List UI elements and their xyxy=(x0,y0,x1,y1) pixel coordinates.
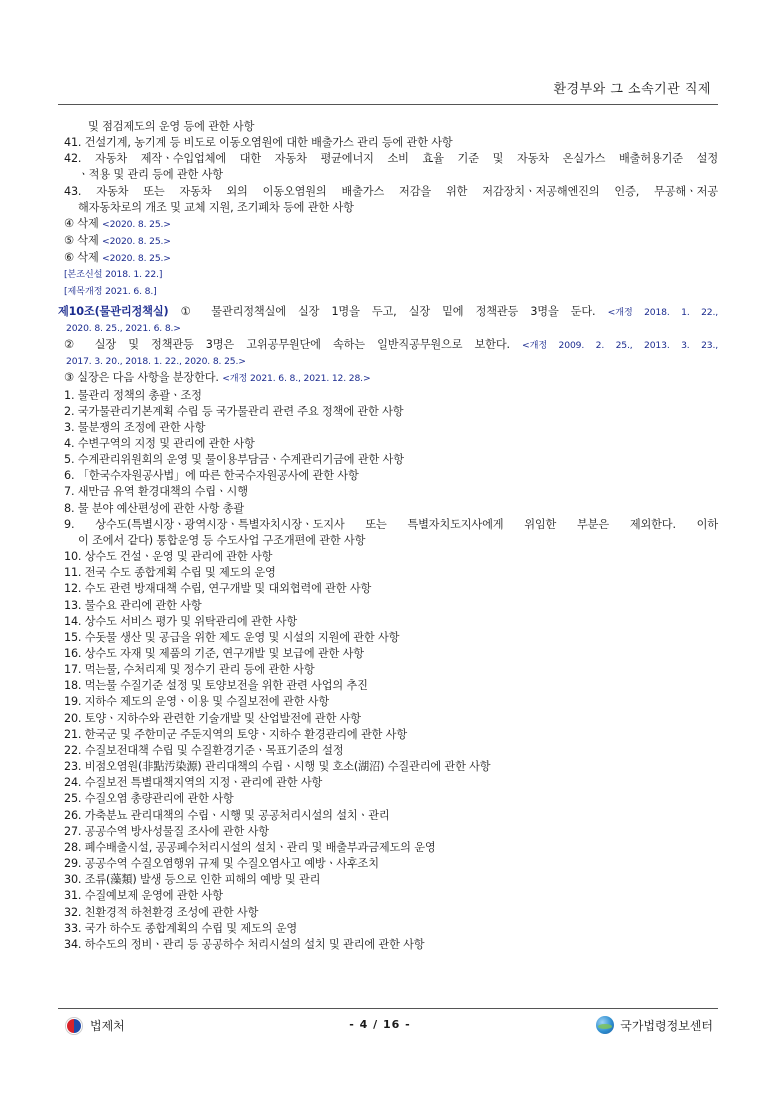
deleted-item xyxy=(64,233,718,250)
list-item: 22. 수질보전대책 수립 및 수질환경기준ㆍ목표기준의 설정 xyxy=(64,743,344,757)
list-item: 1. 물관리 정책의 총괄ㆍ조정 xyxy=(64,388,202,402)
list-item: 3. 물분쟁의 조정에 관한 사항 xyxy=(64,420,206,434)
list-item: 33. 국가 하수도 종합계획의 수립 및 제도의 운영 xyxy=(64,921,298,935)
deleted-item xyxy=(64,250,718,267)
paragraph-text: ② 실장 및 정책관등 3명은 고위공무원단에 속하는 일반직공무원으로 보한다. xyxy=(64,338,510,352)
amendment-note: <2020. 8. 25.> xyxy=(102,218,171,230)
paragraph-text: ③ 실장은 다음 사항을 분장한다. xyxy=(64,371,219,385)
text-line: 41. 건설기계, 농기계 등 비도로 이동오염원에 대한 배출가스 관리 등에 관한 사항 xyxy=(64,136,453,150)
list-item: 31. 수질예보제 운영에 관한 사항 xyxy=(64,889,223,903)
amendment-note: 2017. 3. 20., 2018. 1. 22., 2020. 8. 25.> xyxy=(66,356,246,368)
paragraph-text: ① 물관리정책실에 실장 1명을 두고, 실장 밑에 정책관등 3명을 둔다. xyxy=(180,304,596,318)
list-item: 21. 한국군 및 주한미군 주둔지역의 토양ㆍ지하수 환경관리에 관한 사항 xyxy=(64,727,407,741)
list-item: 26. 가축분뇨 관리대책의 수립ㆍ시행 및 공공처리시설의 설치ㆍ관리 xyxy=(64,808,390,822)
article-10-paragraph-1 xyxy=(58,304,718,321)
list-item: 34. 하수도의 정비ㆍ관리 등 공공하수 처리시설의 설치 및 관리에 관한 사항 xyxy=(64,937,425,951)
list-item: 15. 수돗물 생산 및 공급을 위한 제도 운영 및 시설의 지원에 관한 사항 xyxy=(64,630,400,644)
government-emblem-icon xyxy=(66,1018,82,1034)
list-item: 27. 공공수역 방사성물질 조사에 관한 사항 xyxy=(64,824,269,838)
list-item: 4. 수변구역의 지정 및 관리에 관한 사항 xyxy=(64,436,255,450)
deleted-label: ④ 삭제 xyxy=(64,216,99,230)
document-body xyxy=(58,119,719,953)
list-item: 13. 물수요 관리에 관한 사항 xyxy=(64,598,202,612)
amendment-note: <2020. 8. 25.> xyxy=(102,253,171,265)
list-item: 17. 먹는물, 수처리제 및 정수기 관리 등에 관한 사항 xyxy=(64,663,315,677)
footer-center-label: 국가법령정보센터 xyxy=(620,1018,713,1033)
text-line: 해자동차로의 개조 및 교체 지원, 조기폐차 등에 관한 사항 xyxy=(78,200,354,214)
list-item: 28. 폐수배출시설, 공공폐수처리시설의 설치ㆍ관리 및 배출부과금제도의 운영 xyxy=(64,840,436,854)
establishment-note: [본조신설 2018. 1. 22.] xyxy=(64,269,163,281)
list-item: 23. 비점오염원(非點汚染源) 관리대책의 수립ㆍ시행 및 호소(湖沼) 수질관리에 관한 사항 xyxy=(64,760,491,774)
article-heading: 제10조(물관리정책실) xyxy=(58,304,169,318)
footer-ministry-label: 법제처 xyxy=(90,1019,125,1033)
text-line: 42. 자동차 제작ㆍ수입업체에 대한 자동차 평균에너지 소비 효율 기준 및 자동차 온실가스 배출허용기준 설정 xyxy=(64,152,718,166)
list-item: 7. 새만금 유역 환경대책의 수립ㆍ시행 xyxy=(64,485,248,499)
list-item: 16. 상수도 자재 및 제품의 기준, 연구개발 및 보급에 관한 사항 xyxy=(64,647,364,660)
list-item: 18. 먹는물 수질기준 설정 및 토양보전을 위한 관련 사업의 추진 xyxy=(64,679,368,693)
deleted-label: ⑥ 삭제 xyxy=(64,251,99,265)
text-line: ㆍ적용 및 관리 등에 관한 사항 xyxy=(78,168,223,182)
list-item: 10. 상수도 건설ㆍ운영 및 관리에 관한 사항 xyxy=(64,550,273,564)
list-item: 32. 친환경적 하천환경 조성에 관한 사항 xyxy=(64,905,259,919)
amendment-note: <개정 2009. 2. 25., 2013. 3. 23., xyxy=(522,340,719,352)
footer-right xyxy=(596,1016,713,1034)
footer-divider xyxy=(58,1008,718,1009)
deleted-item xyxy=(64,216,718,233)
amendment-note: <개정 2018. 1. 22., xyxy=(607,306,719,318)
footer-left xyxy=(66,1017,125,1034)
list-item: 2. 국가물관리기본계획 수립 등 국가물관리 관련 주요 정책에 관한 사항 xyxy=(64,404,404,418)
list-item: 14. 상수도 서비스 평가 및 위탁관리에 관한 사항 xyxy=(64,614,298,628)
list-item: 24. 수질보전 특별대책지역의 지정ㆍ관리에 관한 사항 xyxy=(64,776,323,790)
list-item-continuation: 이 조에서 같다) 통합운영 등 수도사업 구조개편에 관한 사항 xyxy=(78,533,366,547)
text-line: 43. 자동차 또는 자동차 외의 이동오염원의 배출가스 저감을 위한 저감장치ㆍ저공해엔진의 인증, 무공해ㆍ저공 xyxy=(64,184,718,198)
amendment-note: <개정 2021. 6. 8., 2021. 12. 28.> xyxy=(222,373,371,385)
paragraph-3 xyxy=(64,370,718,387)
page-number: - 4 / 16 - xyxy=(349,1018,411,1031)
paragraph-2 xyxy=(64,337,718,354)
list-item: 12. 수도 관련 방재대책 수립, 연구개발 및 대외협력에 관한 사항 xyxy=(64,582,372,596)
list-item: 5. 수계관리위원회의 운영 및 물이용부담금ㆍ수계관리기금에 관한 사항 xyxy=(64,453,404,467)
law-center-logo-icon xyxy=(596,1016,614,1034)
list-item: 30. 조류(藻類) 발생 등으로 인한 피해의 예방 및 관리 xyxy=(64,873,321,887)
deleted-label: ⑤ 삭제 xyxy=(64,234,99,248)
header-divider xyxy=(58,104,718,105)
list-item: 9. 상수도(특별시장ㆍ광역시장ㆍ특별자치시장ㆍ도지사 또는 특별자치도지사에게 위임한 부분은 제외한다. 이하 xyxy=(64,517,718,531)
list-item: 29. 공공수역 수질오염행위 규제 및 수질오염사고 예방ㆍ사후조치 xyxy=(64,857,379,871)
list-item: 20. 토양ㆍ지하수와 관련한 기술개발 및 산업발전에 관한 사항 xyxy=(64,711,361,725)
list-item: 6. 「한국수자원공사법」에 따른 한국수자원공사에 관한 사항 xyxy=(64,469,359,483)
list-item: 11. 전국 수도 종합계획 수립 및 제도의 운영 xyxy=(64,566,276,580)
page-header-title: 환경부와 그 소속기관 직제 xyxy=(553,82,711,97)
list-item: 25. 수질오염 총량관리에 관한 사항 xyxy=(64,792,234,806)
list-item: 19. 지하수 제도의 운영ㆍ이용 및 수질보전에 관한 사항 xyxy=(64,695,329,709)
amendment-note: <2020. 8. 25.> xyxy=(102,236,171,248)
text-line: 및 점검제도의 운영 등에 관한 사항 xyxy=(88,120,255,133)
title-revision-note: [제목개정 2021. 6. 8.] xyxy=(64,285,157,297)
amendment-note: 2020. 8. 25., 2021. 6. 8.> xyxy=(66,322,181,334)
list-item: 8. 물 분야 예산편성에 관한 사항 총괄 xyxy=(64,501,245,515)
